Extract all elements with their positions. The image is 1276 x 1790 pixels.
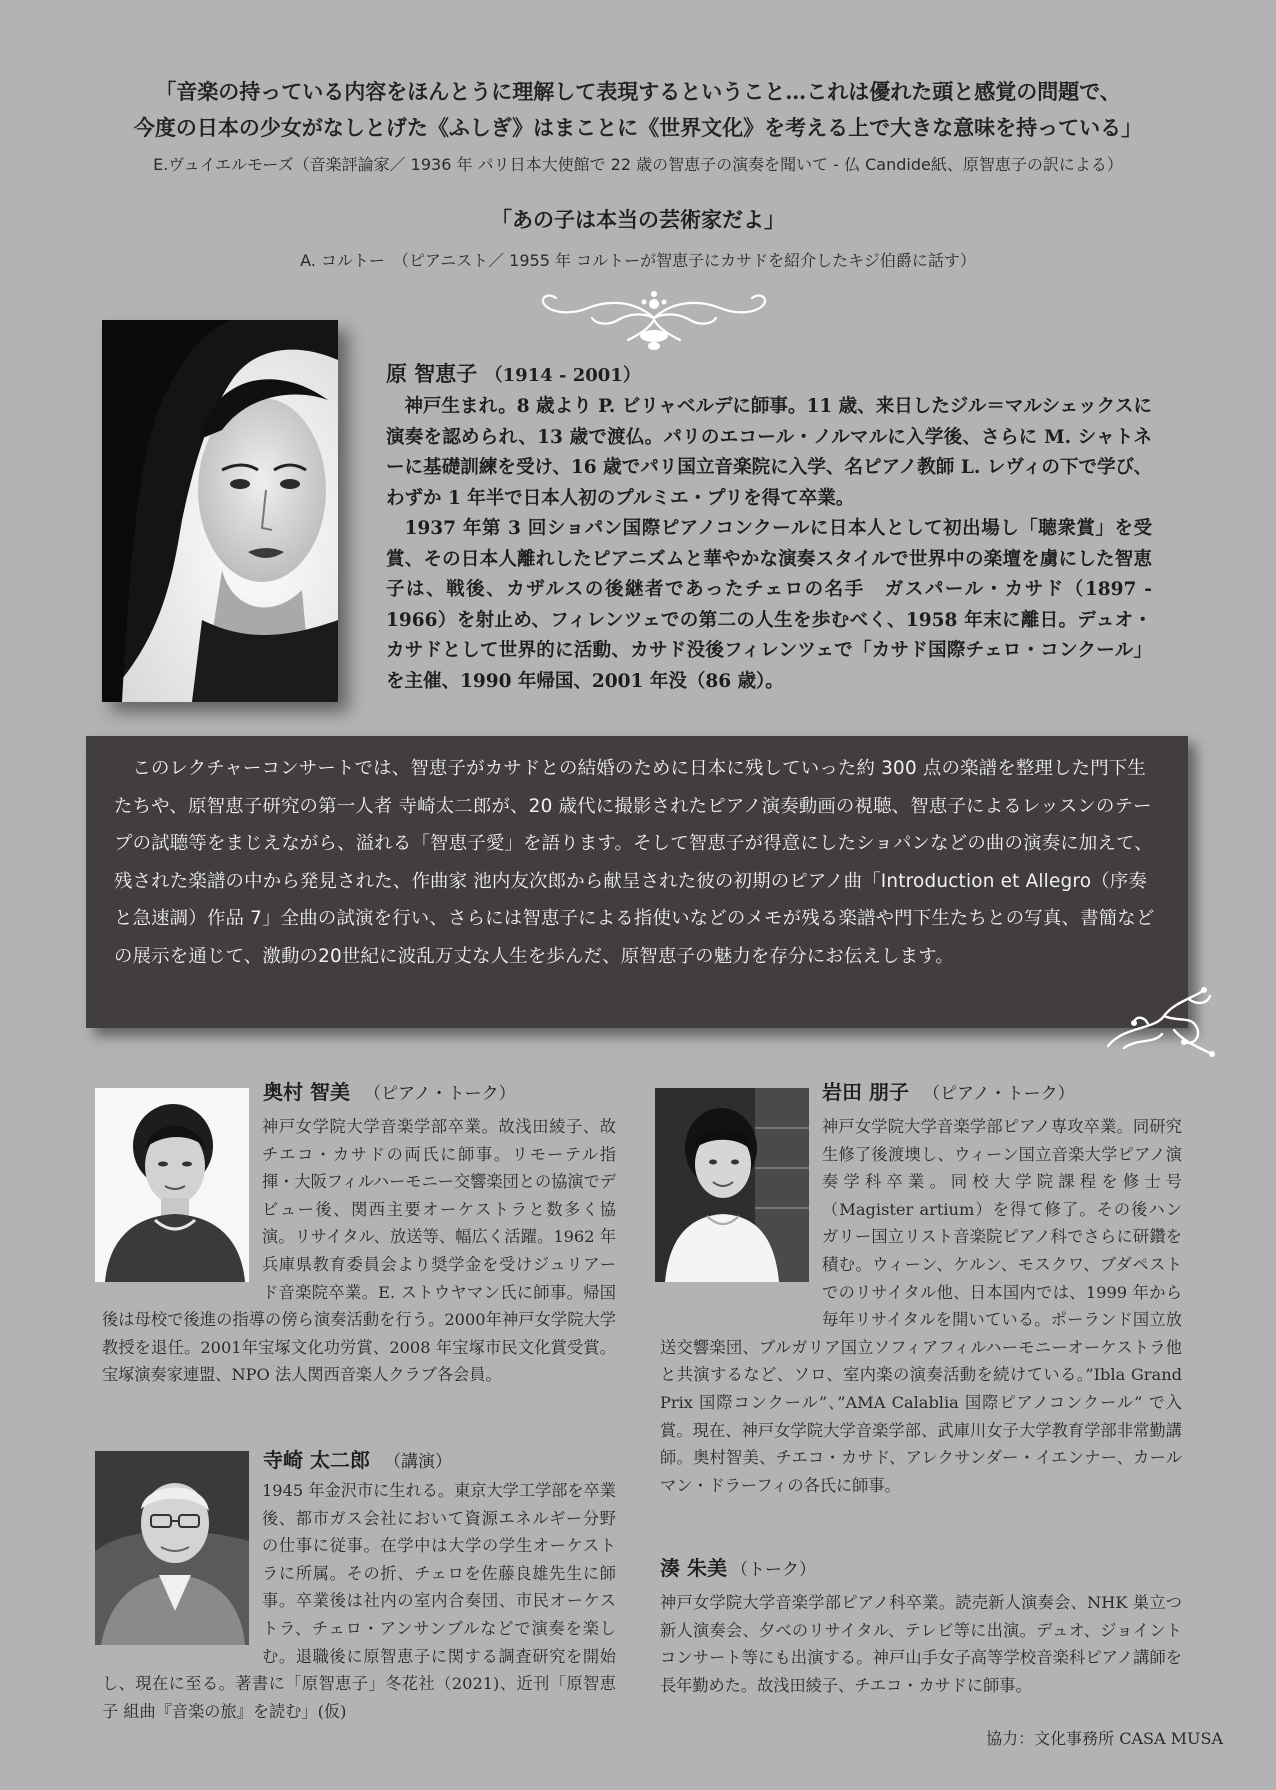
performer-2-name: 寺崎 太二郎 [263,1448,370,1472]
quote-2-source: A. コルトー （ピアニスト／ 1955 年 コルトーが智恵子にカサドを紹介したキジ伯爵に話す） [300,251,976,270]
main-bio-name: 原 智恵子 [386,361,478,386]
performer-3-bio [660,1113,1182,1499]
quote-1-source: E.ヴュイエルモーズ（音楽評論家／ 1936 年 パリ日本大使館で 22 歳の智恵子の演奏を聞いて - 仏 Candide紙、原智恵子の訳による） [153,155,1123,174]
performer-3-bio-text: 神戸女学院大学音楽学部ピアノ専攻卒業。同研究生修了後渡墺し、ウィーン国立音楽大学ピアノ演奏学科卒業。同校大学院課程を修士号（Magister artium）を得て修了。その後ハンガリー国立リスト音楽院ピアノ科でさらに研鑽を積む。ウィーン、ケルン、モスクワ、ブダペストでのリサイタル他、日本国内では、1999 年から毎年リサイタルを開いている。ポーランド国立放送交響楽団、ブルガリア国立ソフィアフィルハーモニーオーケストラ他と共演するなど、ソロ、室内楽の演奏活動を続けている。”Ibla Grand Prix 国際コンクール”、”AMA Calablia 国際ピアノコンクール” で入賞。現在、神戸女学院大学音楽学部、武庫川女子大学教育学部非常勤講師。奥村智美、チエコ・カサド、アレクサンダー・イエンナー、カールマン・ドラーフィの各氏に師事。 [660,1117,1182,1495]
performer-2-bio-text: 1945 年金沢市に生れる。東京大学工学部を卒業後、都市ガス会社において資源エネルギー分野の仕事に従事。在学中は大学の学生オーケストラに所属。その折、チェロを佐藤良雄先生に師事。卒業後は社内の室内合奏団、市民オーケストラ、チェロ・アンサンブルなどで演奏を楽しむ。退職後に原智恵子に関する調査研究を開始し、現在に至る。著書に「原智恵子」冬花社（2021)、近刊「原智恵子 組曲『音楽の旅』を読む」(仮) [102,1481,616,1721]
performer-4-role: （トーク） [730,1560,816,1580]
performer-2-bio [102,1477,616,1725]
performer-4-bio: 神戸女学院大学音楽学部ピアノ科卒業。読売新人演奏会、NHK 巣立つ新人演奏会、夕べのリサイタル、テレビ等に出演。デュオ、ジョイントコンサート等にも出演する。神戸山手女子高等学校音楽科ピアノ講師を長年勤めた。故浅田綾子、チエコ・カサドに師事。 [660,1593,1182,1695]
performer-3-role: （ピアノ・トーク） [922,1084,1075,1104]
performer-1-bio-text: 神戸女学院大学音楽学部卒業。故浅田綾子、故チエコ・カサドの両氏に師事。リモーテル指揮・大阪フィルハーモニー交響楽団との協演でデビュー後、関西主要オーケストラと数多く協演。リサイタル、放送等、幅広く活躍。1962 年兵庫県教育委員会より奨学金を受けジュリアード音楽院卒業。E. ストウヤマン氏に師事。帰国後は母校で後進の指導の傍ら演奏活動を行う。2000年神戸女学院大学教授を退任。2001年宝塚文化功労賞、2008 年宝塚市民文化賞受賞。宝塚演奏家連盟、NPO 法人関西音楽人クラブ各会員。 [102,1117,616,1385]
quote-1 [80,74,1196,146]
performer-3-name: 岩田 朋子 [822,1080,909,1104]
flourish-ornament-icon [1104,986,1216,1060]
performer-2-heading [263,1444,452,1473]
main-bio-paragraph-1: 神戸生まれ。8 歳より P. ビリャベルデに師事。11 歳、来日したジル＝マルシェックスに演奏を認められ、13 歳で渡仏。パリのエコール・ノルマルに入学後、さらに M. シャトネーに基礎訓練を受け、16 歳でパリ国立音楽院に入学、名ピアノ教師 L. レヴィの下で学び、わずか 1 年半で日本人初のプルミエ・プリを得て卒業。 [386,396,1152,509]
performer-3-heading [822,1076,1075,1105]
main-bio-years: （1914 - 2001） [484,365,641,386]
performer-1-heading [263,1076,516,1105]
main-bio-paragraph-2: 1937 年第 3 回ショパン国際ピアノコンクールに日本人として初出場し「聴衆賞」を受賞、その日本人離れしたピアニズムと華やかな演奏スタイルで世界中の楽壇を虜にした智恵子は、戦後、カザルスの後継者であったチェロの名手 ガスパール・カサド（1897 - 1966）を射止め、フィレンツェでの第二の人生を歩むべく、1958 年末に離日。デュオ・カサドとして世界的に活動、カサド没後フィレンツェで「カサド国際チェロ・コンクール」を主催、1990 年帰国、2001 年没（86 歳）。 [386,518,1152,692]
performer-1-name: 奥村 智美 [263,1080,350,1104]
quote-1-line1: 「音楽の持っている内容をほんとうに理解して表現するということ…これは優れた頭と感覚の問題で、 [155,79,1121,104]
performer-2-role: （講演） [383,1452,452,1472]
performer-4-heading [660,1552,816,1581]
credit-line: 協力：文化事務所 CASA MUSA [986,1729,1223,1748]
lecture-description: このレクチャーコンサートでは、智恵子がカサドとの結婚のために日本に残していった約 300 点の楽譜を整理した門下生たちや、原智恵子研究の第一人者 寺崎太二郎が、20 歳代に撮影されたピアノ演奏動画の視聴、智恵子によるレッスンのテープの試聴等をまじえながら、溢れる「智恵子愛」を語ります。そして智恵子が得意にしたショパンなどの曲の演奏に加えて、残された楽譜の中から発見された、作曲家 池内友次郎から献呈された彼の初期のピアノ曲「Introduction et Allegro（序奏と急速調）作品 7」全曲の試演を行い、さらには智恵子による指使いなどのメモが残る楽譜や門下生たちとの写真、書簡などの展示を通じて、激動の20世紀に波乱万丈な人生を歩んだ、原智恵子の魅力を存分にお伝えします。 [114,758,1155,967]
portrait-image-icon [102,320,338,702]
performer-1-role: （ピアノ・トーク） [363,1084,516,1104]
performer-4-name: 湊 朱美 [660,1556,727,1580]
main-bio-text [386,392,1152,697]
quote-1-line2: 今度の日本の少女がなしとげた《ふしぎ》はまことに《世界文化》を考える上で大きな意味を持っている」 [133,115,1143,140]
portrait-hara-chieko [102,320,338,702]
ornament-divider-icon [538,290,770,352]
quote-2: 「あの子は本当の芸術家だよ」 [491,207,785,232]
lecture-description-box [86,736,1188,1028]
performer-1-bio [102,1113,616,1389]
main-bio-heading [386,358,641,388]
